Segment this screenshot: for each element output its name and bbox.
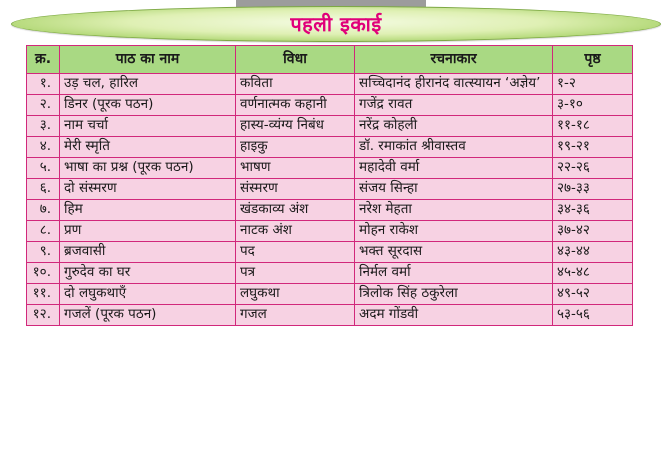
- serial-cell: ४.: [27, 137, 60, 158]
- table-row: [27, 242, 633, 263]
- genre-cell: नाटक अंश: [236, 221, 355, 242]
- header-genre: विधा: [236, 46, 355, 74]
- title-cell: उड़ चल, हारिल: [60, 74, 236, 95]
- table-row: [27, 74, 633, 95]
- table-row: [27, 137, 633, 158]
- serial-cell: ६.: [27, 179, 60, 200]
- serial-cell: १०.: [27, 263, 60, 284]
- title-cell: नाम चर्चा: [60, 116, 236, 137]
- genre-cell: कविता: [236, 74, 355, 95]
- genre-cell: लघुकथा: [236, 284, 355, 305]
- table-row: [27, 284, 633, 305]
- author-cell: डॉ. रमाकांत श्रीवास्तव: [355, 137, 553, 158]
- genre-cell: हास्य-व्यंग्य निबंध: [236, 116, 355, 137]
- serial-cell: १.: [27, 74, 60, 95]
- serial-cell: ८.: [27, 221, 60, 242]
- serial-cell: ३.: [27, 116, 60, 137]
- author-cell: अदम गोंडवी: [355, 305, 553, 326]
- header-title: पाठ का नाम: [60, 46, 236, 74]
- genre-cell: हाइकु: [236, 137, 355, 158]
- contents-table: [26, 45, 633, 326]
- page-cell: ४५-४८: [553, 263, 633, 284]
- serial-cell: २.: [27, 95, 60, 116]
- table-row: [27, 158, 633, 179]
- header-page: पृष्ठ: [553, 46, 633, 74]
- title-cell: भाषा का प्रश्न (पूरक पठन): [60, 158, 236, 179]
- table-row: [27, 200, 633, 221]
- table-row: [27, 179, 633, 200]
- serial-cell: ११.: [27, 284, 60, 305]
- table-row: [27, 305, 633, 326]
- page-cell: २७-३३: [553, 179, 633, 200]
- header-row: [27, 46, 633, 74]
- genre-cell: गजल: [236, 305, 355, 326]
- genre-cell: संस्मरण: [236, 179, 355, 200]
- serial-cell: ९.: [27, 242, 60, 263]
- author-cell: महादेवी वर्मा: [355, 158, 553, 179]
- page-cell: ३७-४२: [553, 221, 633, 242]
- author-cell: निर्मल वर्मा: [355, 263, 553, 284]
- author-cell: त्रिलोक सिंह ठकुरेला: [355, 284, 553, 305]
- table-row: [27, 263, 633, 284]
- table-row: [27, 116, 633, 137]
- title-cell: प्रण: [60, 221, 236, 242]
- page-cell: ११-१८: [553, 116, 633, 137]
- author-cell: मोहन राकेश: [355, 221, 553, 242]
- author-cell: गजेंद्र रावत: [355, 95, 553, 116]
- title-cell: गुरुदेव का घर: [60, 263, 236, 284]
- title-cell: ब्रजवासी: [60, 242, 236, 263]
- unit-title: पहली इकाई: [290, 11, 382, 36]
- serial-cell: ७.: [27, 200, 60, 221]
- unit-banner: [11, 6, 661, 42]
- genre-cell: वर्णनात्मक कहानी: [236, 95, 355, 116]
- genre-cell: भाषण: [236, 158, 355, 179]
- serial-cell: ५.: [27, 158, 60, 179]
- title-cell: गजलें (पूरक पठन): [60, 305, 236, 326]
- page-cell: २२-२६: [553, 158, 633, 179]
- table-row: [27, 95, 633, 116]
- page-cell: ४३-४४: [553, 242, 633, 263]
- title-cell: मेरी स्मृति: [60, 137, 236, 158]
- page-cell: ४९-५२: [553, 284, 633, 305]
- author-cell: नरेश मेहता: [355, 200, 553, 221]
- author-cell: सच्चिदानंद हीरानंद वात्स्यायन ‘अज्ञेय’: [355, 74, 553, 95]
- title-cell: डिनर (पूरक पठन): [60, 95, 236, 116]
- author-cell: नरेंद्र कोहली: [355, 116, 553, 137]
- table-row: [27, 221, 633, 242]
- serial-cell: १२.: [27, 305, 60, 326]
- author-cell: संजय सिन्हा: [355, 179, 553, 200]
- author-cell: भक्त सूरदास: [355, 242, 553, 263]
- title-cell: हिम: [60, 200, 236, 221]
- genre-cell: पत्र: [236, 263, 355, 284]
- genre-cell: खंडकाव्य अंश: [236, 200, 355, 221]
- page-cell: १-२: [553, 74, 633, 95]
- genre-cell: पद: [236, 242, 355, 263]
- page-cell: ३४-३६: [553, 200, 633, 221]
- page-cell: ५३-५६: [553, 305, 633, 326]
- title-cell: दो संस्मरण: [60, 179, 236, 200]
- header-serial: क्र.: [27, 46, 60, 74]
- page-cell: ३-१०: [553, 95, 633, 116]
- title-cell: दो लघुकथाएँ: [60, 284, 236, 305]
- header-author: रचनाकार: [355, 46, 553, 74]
- page-cell: १९-२१: [553, 137, 633, 158]
